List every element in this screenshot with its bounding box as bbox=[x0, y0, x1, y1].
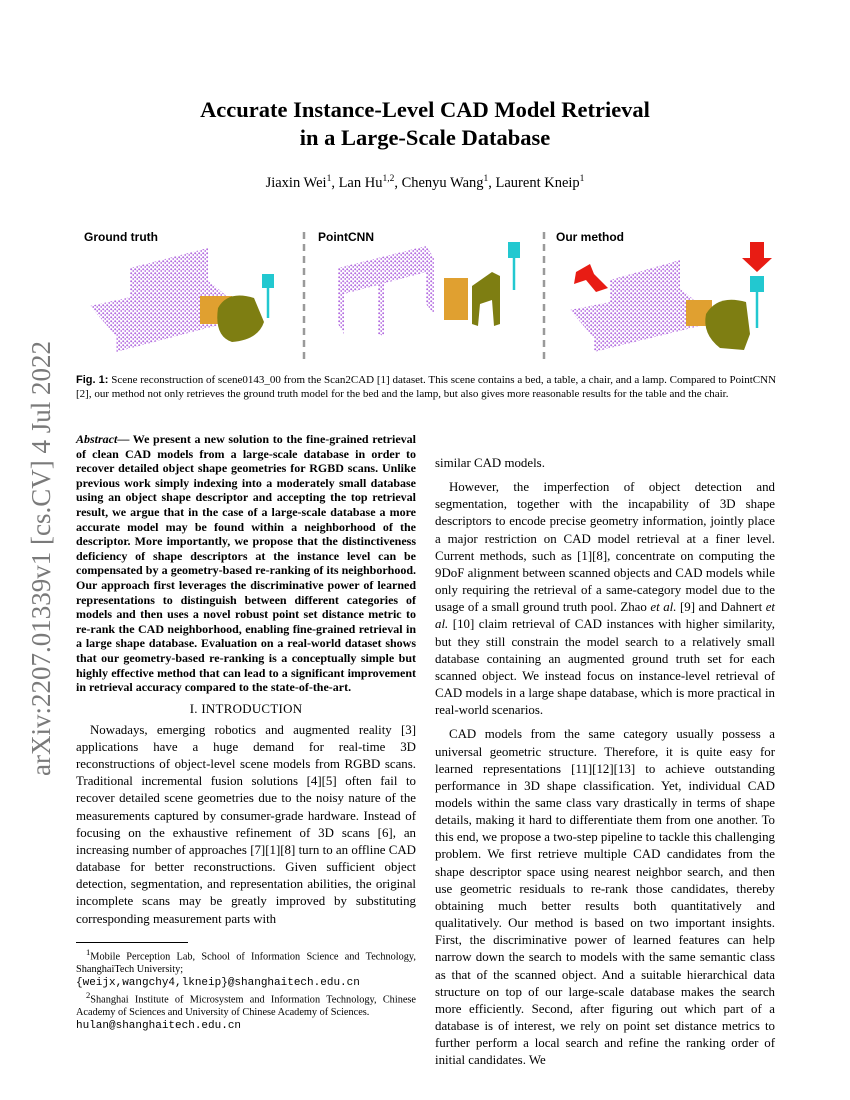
right-column bbox=[435, 455, 775, 1069]
abstract bbox=[76, 432, 416, 695]
arxiv-identifier bbox=[6, 310, 66, 780]
figure-1 bbox=[82, 228, 774, 368]
panel-label-ground-truth: Ground truth bbox=[84, 230, 158, 244]
author-affil: 1 bbox=[483, 174, 489, 184]
arrow-indicator-lamp bbox=[742, 242, 772, 272]
author-name: Jiaxin Wei bbox=[265, 174, 327, 191]
text-run-italic: et al. bbox=[650, 600, 677, 615]
footnote-2-email[interactable]: hulan@shanghaitech.edu.cn bbox=[76, 1019, 242, 1032]
footnote-1-email[interactable]: {weijx,wangchy4,lkneip}@shanghaitech.edu.cn bbox=[76, 976, 360, 989]
ground-truth-scene bbox=[90, 248, 274, 352]
author-affil: 1,2 bbox=[382, 174, 395, 184]
text-run: However, the imperfection of object detection and segmentation, together with the incapability of 3D shape descriptors to encode precise geometry information, jointly place a major restriction on CAD model retrieval at a finer level. Current methods, such as [1][8], concentrate on computing the 9DoF alignment between scanned objects and CAD models while only requiring the retrieval of a same-category model due to the usage of a small ground truth pool. Zhao bbox=[435, 480, 775, 615]
footnote-mark: 1 bbox=[86, 947, 91, 957]
table-object bbox=[444, 278, 468, 320]
lamp-shade bbox=[262, 274, 274, 288]
footnote-2: Shanghai Institute of Microsystem and Information Technology, Chinese Academy of Sciences and University of Chinese Academy of Sciences. bbox=[76, 994, 416, 1019]
author-affil: 1 bbox=[326, 174, 332, 184]
figure-scenes bbox=[82, 228, 774, 368]
chair-object bbox=[217, 296, 264, 342]
intro-paragraph-2 bbox=[435, 479, 775, 719]
text-run: [10] claim retrieval of CAD instances with higher similarity, but they still constrain the model search to a relatively small database containing an augmented ground truth set for each scanned object. We instead focus on instance-level retrieval of CAD models in a large shape database, which is more practical in real-world scenarios. bbox=[435, 617, 775, 718]
abstract-text: — We present a new solution to the fine-grained retrieval of clean CAD models from a large-scale database in order to recover detailed object shape geometries for RGBD scans. Unlike previous work simply indexing into a moderately small database using an object shape descriptor and accepting the top retrieval result, we argue that in the case of a large-scale database a more accurate model may be found within a neighborhood of the descriptor. More importantly, we propose that the distinctiveness deficiency of shape descriptors at the instance level can be compensated by a geometry-based re-ranking of its neighborhood. Our approach first leverages the discriminative power of learned representations to distinguish between different categories of models and then uses a novel robust point set distance metric to re-rank the CAD neighborhood, enabling fine-grained retrieval in a large shape database. Evaluation on a real-world dataset shows that our geometry-based re-ranking is a conceptually simple but highly effective method that can lead to a significant improvement in retrieval accuracy compared to the state-of-the-art. bbox=[76, 432, 416, 695]
text-run: [9] and Dahnert bbox=[676, 600, 766, 615]
author-name: Chenyu Wang bbox=[401, 174, 484, 191]
title-line-1: Accurate Instance-Level CAD Model Retrieval bbox=[200, 97, 650, 122]
title-line-2: in a Large-Scale Database bbox=[299, 125, 551, 150]
arxiv-id-text: arXiv:2207.01339v1 [cs.CV] 4 Jul 2022 bbox=[26, 341, 56, 776]
section-heading-introduction: I. INTRODUCTION bbox=[189, 701, 303, 716]
lamp-shade bbox=[750, 276, 764, 292]
pointcnn-scene bbox=[338, 242, 520, 336]
left-column bbox=[76, 432, 416, 928]
text-run-italic: et al. bbox=[435, 600, 775, 632]
our-method-scene bbox=[570, 242, 772, 352]
intro-paragraph: Nowadays, emerging robotics and augmented reality [3] applications have a huge demand for real-time 3D reconstructions of object-level scene models from RGBD scans. Traditional incremental fusion solutions [4][5] often fail to recover detailed scene geometries due to the noisy nature of the measurements captured by consumer-grade hardware. Instead of focusing on the exhaustive refinement of 3D scans [6], an increasing number of approaches [7][1][8] turn to an offline CAD database for better reconstructions. Given sufficient object detection, segmentation, and representation abilities, the original incomplete scans may be greatly improved by substituting corresponding measurement parts with bbox=[76, 722, 416, 926]
author-name: Lan Hu bbox=[338, 174, 383, 191]
paper-title bbox=[0, 96, 850, 152]
footnote-mark: 2 bbox=[86, 990, 91, 1001]
continued-text: similar CAD models. bbox=[435, 456, 545, 470]
chair-object bbox=[472, 272, 500, 326]
intro-paragraph-3: CAD models from the same category usually possess a universal geometric structure. Therefore, it is quite easy for learned representations [11][12][13] to achieve outstanding performance in 3D shape classification. Yet, individual CAD models within the same class vary drastically in terms of shape details, making it hard to differentiate them from one another. To this end, we propose a two-step pipeline to tackle this challenging problem. We first retrieve multiple CAD candidates from the shape descriptor space using nearest neighbor search, and then use geometric residuals to re-rank those candidates, thereby obtaining much better results both quantitatively and qualitatively. Our method is based on two important insights. First, the discriminative power of learned features can help narrow down the search to models with the same semantic class as that of the scanned object. And a suitable hierarchical data structure on top of our large-scale database makes the search more efficiently. Second, after figuring out which part of a database is of interest, we rely on point set distance metrics to further perform a local search and refine the ranking order of initial candidates. We bbox=[435, 727, 775, 1068]
footnote-1: Mobile Perception Lab, School of Information Science and Technology, ShanghaiTech University; bbox=[76, 951, 416, 976]
panel-label-our-method: Our method bbox=[556, 230, 624, 244]
chair-object bbox=[705, 300, 750, 350]
lamp-shade bbox=[508, 242, 520, 258]
footnotes bbox=[76, 942, 416, 1032]
footnote-rule bbox=[76, 942, 188, 943]
desk-leg bbox=[426, 246, 434, 314]
abstract-label: Abstract bbox=[76, 432, 118, 446]
author-list: Jiaxin Wei$^1$, Lan Hu$^{1,2}$, Chenyu Wang$^1$, Laurent Kneip$^1$ bbox=[265, 174, 585, 191]
caption-label: Fig. 1: bbox=[76, 374, 109, 386]
arrow-indicator-bed bbox=[574, 264, 608, 292]
caption-text: Scene reconstruction of scene0143_00 from the Scan2CAD [1] dataset. This scene contains a bed, a table, a chair, and a lamp. Compared to PointCNN [2], our method not only retrieves the ground truth model for the bed and the lamp, but also gives more reasonable results for the table and the chair. bbox=[76, 374, 777, 400]
panel-label-pointcnn: PointCNN bbox=[318, 230, 374, 244]
author-name: Laurent Kneip bbox=[495, 174, 580, 191]
author-affil: 1 bbox=[579, 174, 585, 184]
figure-caption bbox=[76, 374, 776, 401]
